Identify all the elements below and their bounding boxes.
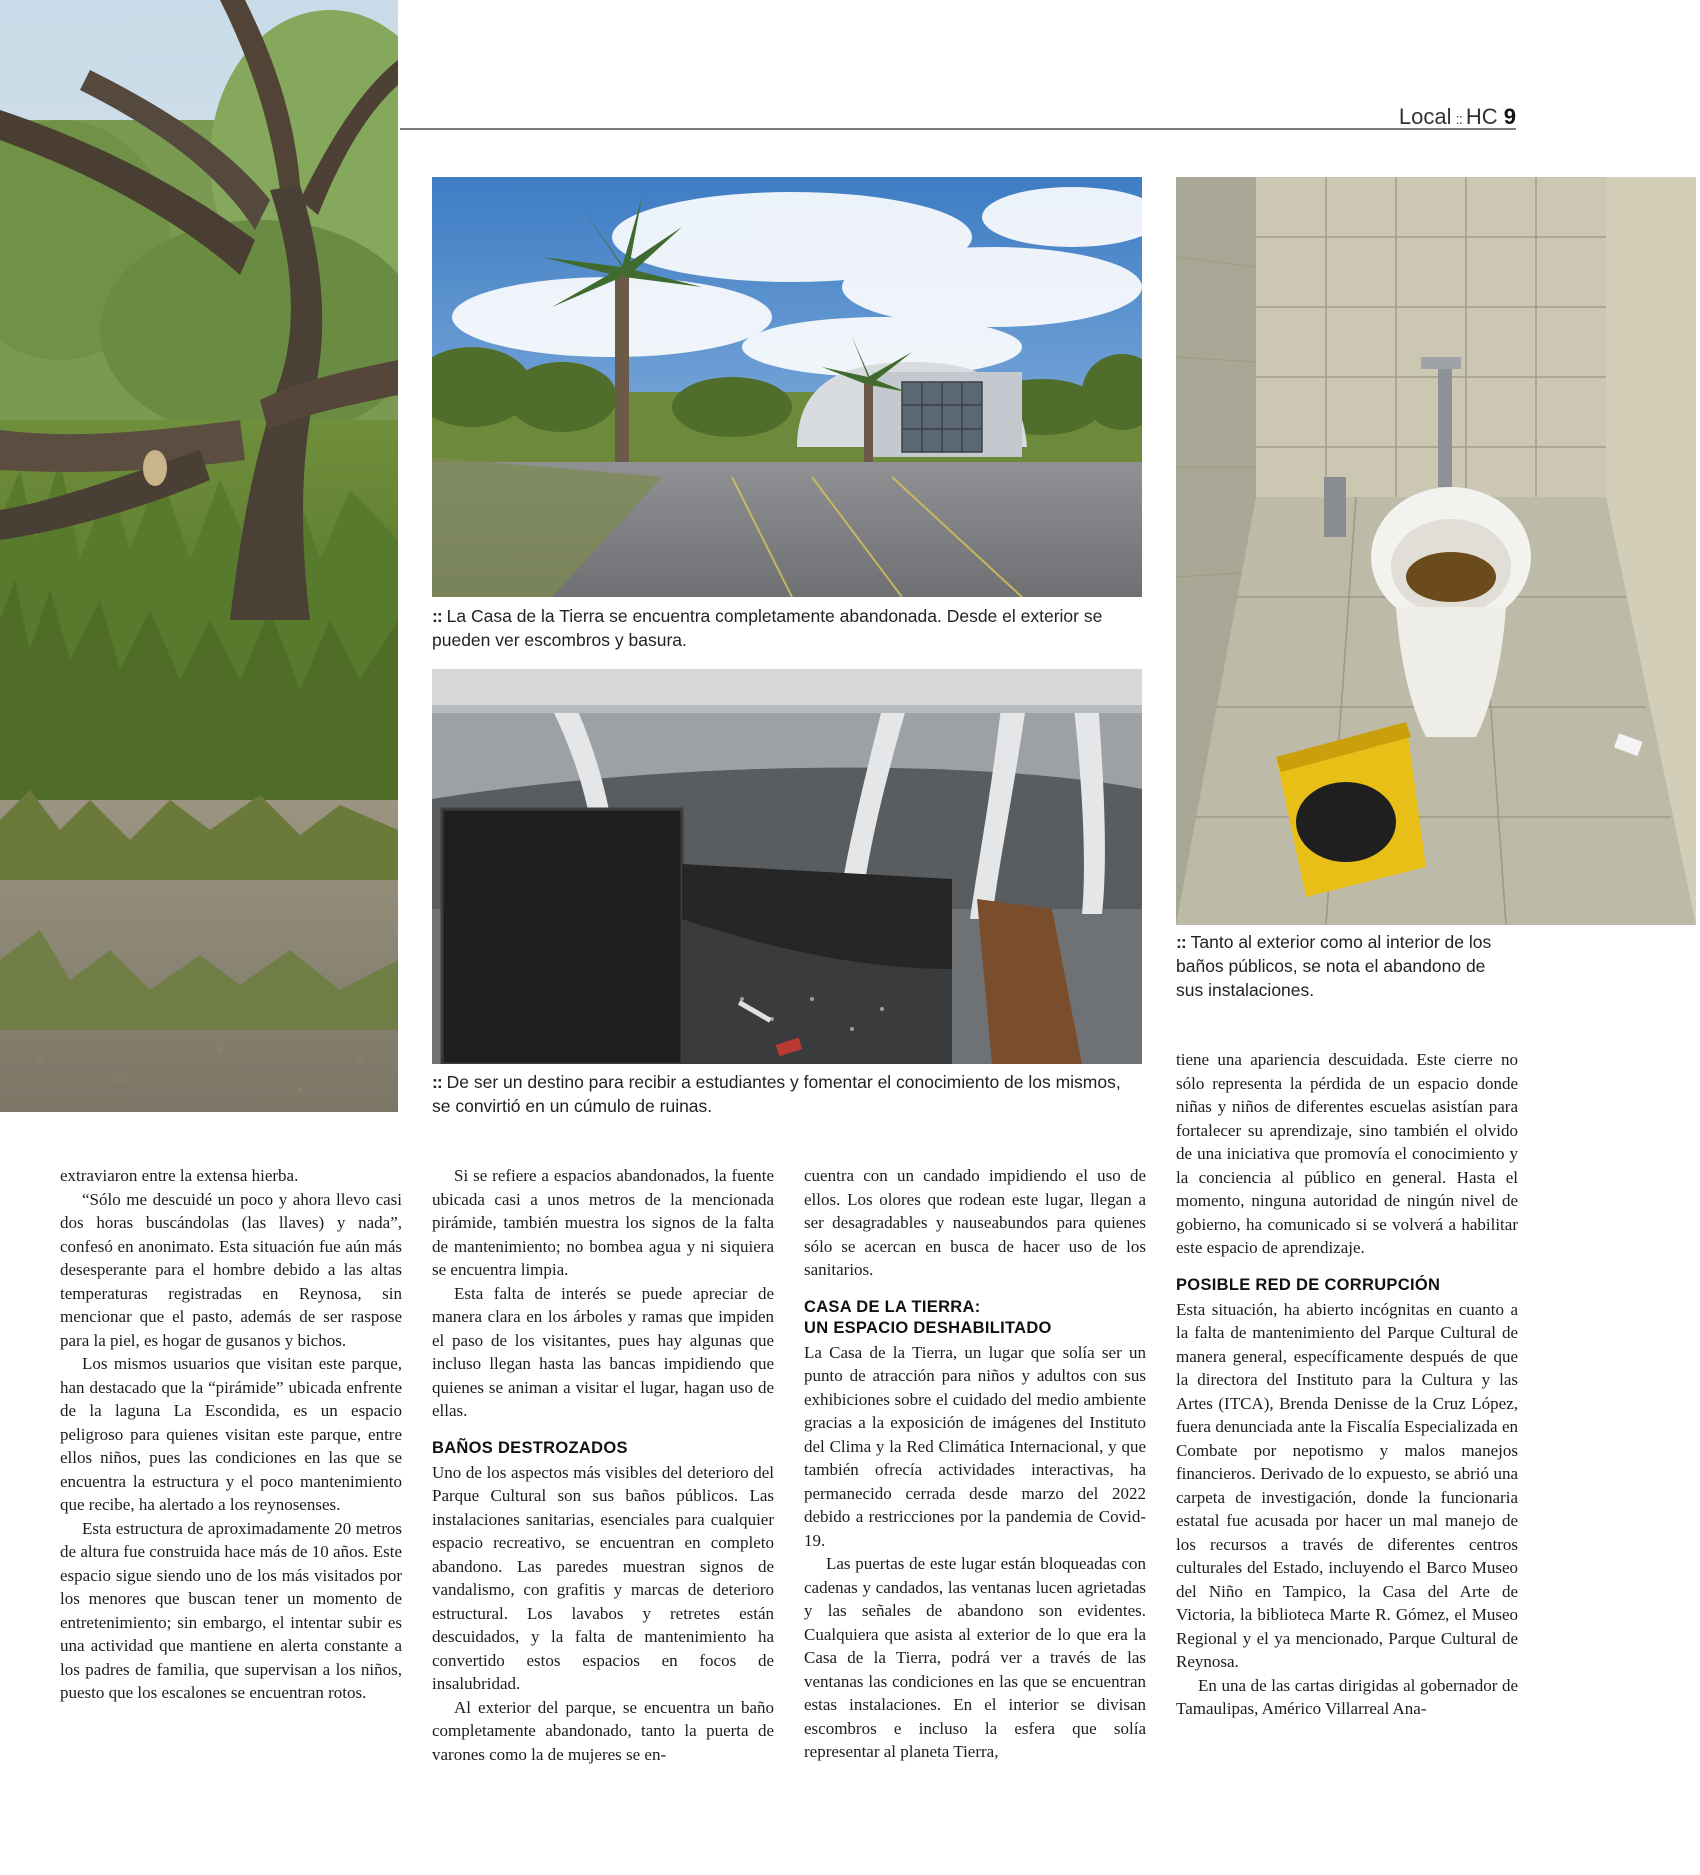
paragraph: Esta situación, ha abierto incógnitas en cuanto a la falta de mantenimiento del Parque Cultural de manera general, específicamente después de que la directora del Instituto para la Cultura y las Artes (ITCA), Brenda Denisse de la Cruz López, fuera denunciada ante la Fiscalía Especializada en Combate por nepotismo y malos manejos financieros. Derivado de lo expuesto, se abrió una carpeta de investigación, donde la funcionaria estatal fue acusada por hacer un mal manejo de los recursos a través de diferentes centros culturales del Estado, incluyendo el Barco Museo del Niño en Tampico, la Casa del Arte de Victoria, la biblioteca Marte R. Gómez, el Museo Regional y el ya mencionado, Parque Cultural de Reynosa. [1176, 1299, 1518, 1671]
caption-text: La Casa de la Tierra se encuentra completamente abandonada. Desde el exterior se pueden ver escombros y basura. [432, 606, 1103, 650]
article-column-3 [804, 1164, 1146, 1764]
paragraph: Si se refiere a espacios abandonados, la fuente ubicada casi a unos metros de la mencionada pirámide, también muestra los signos de la falta de mantenimiento; no bombea agua y ni siquiera se encuentra limpia. [432, 1166, 774, 1279]
tree-photo [0, 0, 398, 1112]
page-number: 9 [1503, 104, 1516, 129]
subheading-casa [804, 1297, 1146, 1339]
paragraph: La Casa de la Tierra, un lugar que solía ser un punto de atracción para niños y adultos con sus exhibiciones sobre el cuidado del medio ambiente gracias a la exposición de imágenes del Instituto del Clima y la Red Climática Internacional, y que también ofrecía actividades interactivas, ha permanecido cerrada desde marzo del 2022 debido a restricciones por la pandemia de Covid-19. [804, 1342, 1146, 1550]
paragraph: cuentra con un candado impidiendo el uso de ellos. Los olores que rodean este lugar, llegan a ser desagradables y nauseabundos para quienes sólo se acercan en busca de hacer uso de los sanitarios. [804, 1166, 1146, 1279]
article-column-4 [1176, 1048, 1518, 1721]
casa-interior-photo [432, 669, 1142, 1064]
article-column-1 [60, 1164, 402, 1705]
paragraph: Los mismos usuarios que visitan este parque, han destacado que la “pirámide” ubicada enfrente de la laguna La Escondida, es un espacio peligroso para quienes visitan este parque, entre ellos niños, pues las condiciones en las que se encuentra la estructura y el poco mantenimiento que recibe, ha alertado a los reynosenses. [60, 1354, 402, 1514]
folio-separator: :: [1455, 111, 1462, 128]
restroom-photo [1176, 177, 1696, 925]
paragraph: extraviaron entre la extensa hierba. [60, 1166, 299, 1185]
paragraph: Al exterior del parque, se encuentra un baño completamente abandonado, tanto la puerta de varones como la de mujeres se en- [432, 1697, 774, 1764]
caption-text: De ser un destino para recibir a estudiantes y fomentar el conocimiento de los mismos, se convirtió en un cúmulo de ruinas. [432, 1072, 1121, 1116]
paragraph: Las puertas de este lugar están bloqueadas con cadenas y candados, las ventanas lucen agrietadas y las señales de abandono son evidentes. Cualquiera que asista al exterior de lo que era la Casa de la Tierra, podrá ver a través de las ventanas las condiciones en las que se encuentran estas instalaciones. En el interior se divisan escombros e incluso la esfera que solía representar al planeta Tierra, [804, 1554, 1146, 1761]
paragraph: Esta estructura de aproximadamente 20 metros de altura fue construida hace más de 10 años. Este espacio sigue siendo uno de los más visitados por los menores que buscan tener un momento de entretenimiento; sin embargo, el intentar subir es una actividad que mantiene en alerta constante a los padres de familia, que supervisan a los niños, puesto que los escalones se encuentran rotos. [60, 1518, 402, 1702]
casa-exterior-photo [432, 177, 1142, 597]
page-folio [1399, 104, 1516, 130]
subheading-corrupcion: POSIBLE RED DE CORRUPCIÓN [1176, 1275, 1441, 1294]
caption-casa-exterior [432, 604, 1142, 652]
subheading-banos: BAÑOS DESTROZADOS [432, 1438, 628, 1457]
header-rule [400, 128, 1516, 130]
paragraph: “Sólo me descuidé un poco y ahora llevo casi dos horas buscándolas (las llaves) y nada”, confesó en anonimato. Esta situación fue aún más desesperante para el hombre debido a las altas temperaturas registradas en Reynosa, sin mencionar que el pasto, además de ser raspose para la piel, es hogar de gusanos y bichos. [60, 1189, 402, 1350]
subheading-line: UN ESPACIO DESHABILITADO [804, 1318, 1052, 1337]
caption-marker: :: [432, 1072, 442, 1092]
section-label: Local [1398, 104, 1452, 129]
paragraph: Esta falta de interés se puede apreciar de manera clara en los árboles y ramas que impiden el paso de los visitantes, pues hay algunas que incluso llegan hasta las bancas impidiendo que quienes se animan a visitar el lugar, hagan uso de ellas. [432, 1283, 774, 1420]
paragraph: Uno de los aspectos más visibles del deterioro del Parque Cultural son sus baños públicos. Las instalaciones sanitarias, esenciales para cualquier espacio recreativo, se encuentran en completo abandono. Las paredes muestran signos de vandalismo, con grafitis y marcas de deterioro estructural. Los lavabos y retretes están descuidados, y la falta de mantenimiento ha convertido estos espacios en focos de insalubridad. [432, 1462, 774, 1693]
article-column-2 [432, 1164, 774, 1766]
paragraph: tiene una apariencia descuidada. Este cierre no sólo representa la pérdida de un espacio donde niñas y niños de diferentes escuelas asistían para fortalecer su aprendizaje, sino también el olvido de una iniciativa que promovía el conocimiento y la conciencia al público en general. Hasta el momento, ninguna autoridad de ningún nivel de gobierno, ha comunicado si se volverá a habilitar este espacio de aprendizaje. [1176, 1050, 1518, 1257]
caption-text: Tanto al exterior como al interior de los baños públicos, se nota el abandono de sus instalaciones. [1176, 932, 1492, 1000]
caption-banos [1176, 930, 1516, 1002]
caption-casa-interior [432, 1070, 1142, 1118]
subheading-line: CASA DE LA TIERRA: [804, 1297, 981, 1316]
paragraph: En una de las cartas dirigidas al gobernador de Tamaulipas, Américo Villarreal Ana- [1176, 1675, 1518, 1718]
caption-marker: :: [432, 606, 442, 626]
caption-marker: :: [1176, 932, 1186, 952]
publication-label: HC [1465, 104, 1498, 129]
